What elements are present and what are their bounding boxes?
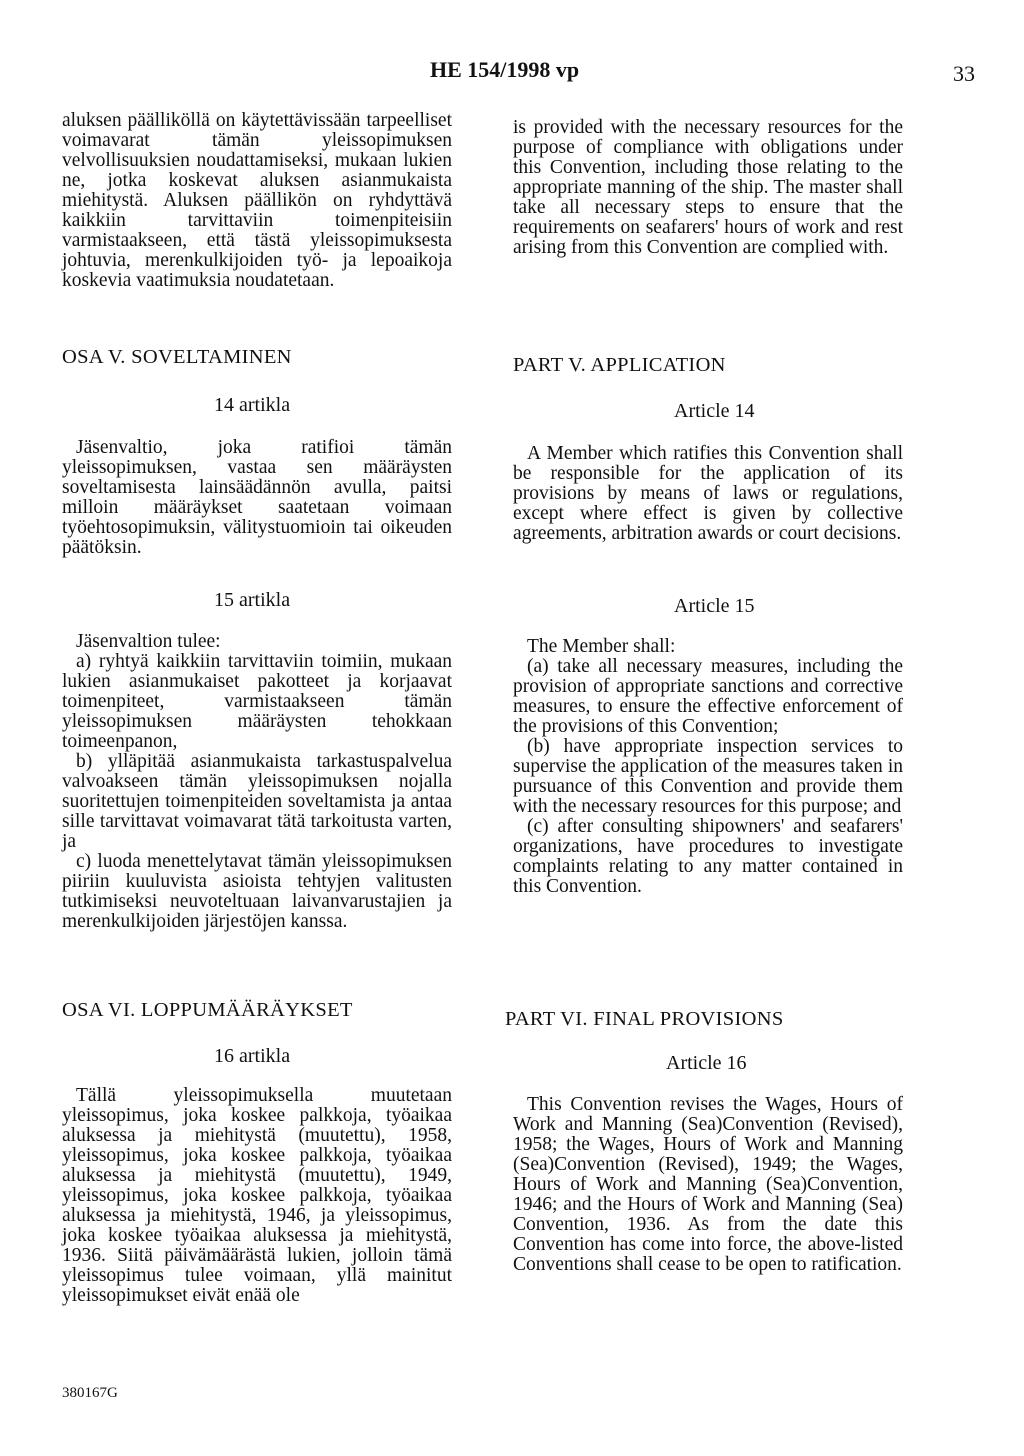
en-article-16-text: This Convention revises the Wages, Hours of Work and Manning (Sea)Convention (Revised), 1958; the Wages, Hours of Work and Manning (Sea)Convention (Revised), 1949; the Wages, Hours of Work and Manning (Sea)Convention, 1946; and the Hours of Work and Manning (Sea) Convention, 1936. As from the date this Convention has come into force, the above-listed Conventions shall cease to be open to ratification. — [513, 1094, 903, 1275]
en-art15-intro: The Member shall: — [527, 636, 676, 657]
fi-article-15-body — [62, 632, 452, 932]
fi-article-14-heading: 14 artikla — [214, 394, 291, 416]
en-article-15-body — [513, 637, 903, 897]
en-article-14-heading: Article 14 — [674, 400, 755, 422]
fi-part-v-heading: OSA V. SOVELTAMINEN — [62, 346, 292, 368]
en-article-16-heading: Article 16 — [666, 1052, 747, 1074]
fi-art15-item-c: c) luoda menettelytavat tämän yleissopimuksen piiriin kuuluvista asioista tehtyjen valitusten tutkimiseksi neuvoteltuaan laivanvarustajien ja merenkulkijoiden järjestöjen kanssa. — [62, 851, 452, 932]
en-art15-item-b: (b) have appropriate inspection services to supervise the application of the measures taken in pursuance of this Convention and provide them with the necessary resources for this purpose; and — [513, 736, 903, 817]
fi-art15-intro: Jäsenvaltion tulee: — [76, 631, 221, 652]
en-intro-paragraph: is provided with the necessary resources for the purpose of compliance with obligations under this Convention, including those relating to the appropriate manning of the ship. The master shall take all necessary steps to ensure that the requirements on seafarers' hours of work and rest arising from this Convention are complied with. — [513, 117, 903, 258]
en-art15-item-a: (a) take all necessary measures, including the provision of appropriate sanctions and corrective measures, to ensure the effective enforcement of the provisions of this Convention; — [513, 656, 903, 737]
fi-intro-paragraph: aluksen päälliköllä on käytettävissään tarpeelliset voimavarat tämän yleissopimuksen velvollisuuksien noudattamiseksi, mukaan lukien ne, jotka koskevat aluksen asianmukaista miehitystä. Aluksen päällikön on ryhdyttävä kaikkiin tarvittaviin toimenpiteisiin varmistaakseen, että tästä yleissopimuksesta johtuvia, merenkulkijoiden työ- ja lepoaikoja koskevia vaatimuksia noudatetaan. — [62, 110, 452, 291]
fi-art15-item-b: b) ylläpitää asianmukaista tarkastuspalvelua valvoakseen tämän yleissopimuksen nojalla suoritettujen toimenpiteiden soveltamista ja antaa sille tarvittavat voimavarat tätä tarkoitusta varten, ja — [62, 751, 452, 852]
en-article-15-heading: Article 15 — [674, 595, 755, 617]
document-header-title: HE 154/1998 vp — [430, 57, 580, 82]
en-part-v-heading: PART V. APPLICATION — [513, 354, 726, 376]
fi-article-14-text: Jäsenvaltio, joka ratifioi tämän yleissopimuksen, vastaa sen määräysten soveltamisesta lainsäädännön avulla, paitsi milloin määräykset saatetaan voimaan työehtosopimuksin, välitystuomioin tai oikeuden päätöksin. — [62, 437, 452, 558]
fi-art15-item-a: a) ryhtyä kaikkiin tarvittaviin toimiin, mukaan lukien asianmukaiset pakotteet ja korjaavat toimenpiteet, varmistaakseen tämän yleissopimuksen määräysten tehokkaan toimeenpanon, — [62, 651, 452, 752]
fi-part-vi-heading: OSA VI. LOPPUMÄÄRÄYKSET — [62, 999, 353, 1021]
fi-article-16-heading: 16 artikla — [214, 1045, 291, 1067]
en-article-14-text: A Member which ratifies this Convention shall be responsible for the application of its provisions by means of laws or regulations, except where effect is given by collective agreements, arbitration awards or court decisions. — [513, 443, 903, 544]
footer-print-code: 380167G — [62, 1385, 118, 1401]
en-part-vi-heading: PART VI. FINAL PROVISIONS — [505, 1008, 784, 1030]
en-art15-item-c: (c) after consulting shipowners' and seafarers' organizations, have procedures to investigate complaints relating to any matter contained in this Convention. — [513, 816, 903, 897]
page-number: 33 — [953, 61, 975, 86]
fi-article-15-heading: 15 artikla — [214, 589, 291, 611]
fi-article-16-text: Tällä yleissopimuksella muutetaan yleissopimus, joka koskee palkkoja, työaikaa aluksessa ja miehitystä (muutettu), 1958, yleissopimus, joka koskee palkkoja, työaikaa aluksessa ja miehitystä (muutettu), 1949, yleissopimus, joka koskee palkkoja, työaikaa aluksessa ja miehitystä, 1946, ja yleissopimus, joka koskee työaikaa aluksessa ja miehitystä, 1936. Siitä päivämäärästä lukien, jolloin tämä yleissopimus tulee voimaan, yllä mainitut yleissopimukset eivät enää ole — [62, 1085, 452, 1306]
